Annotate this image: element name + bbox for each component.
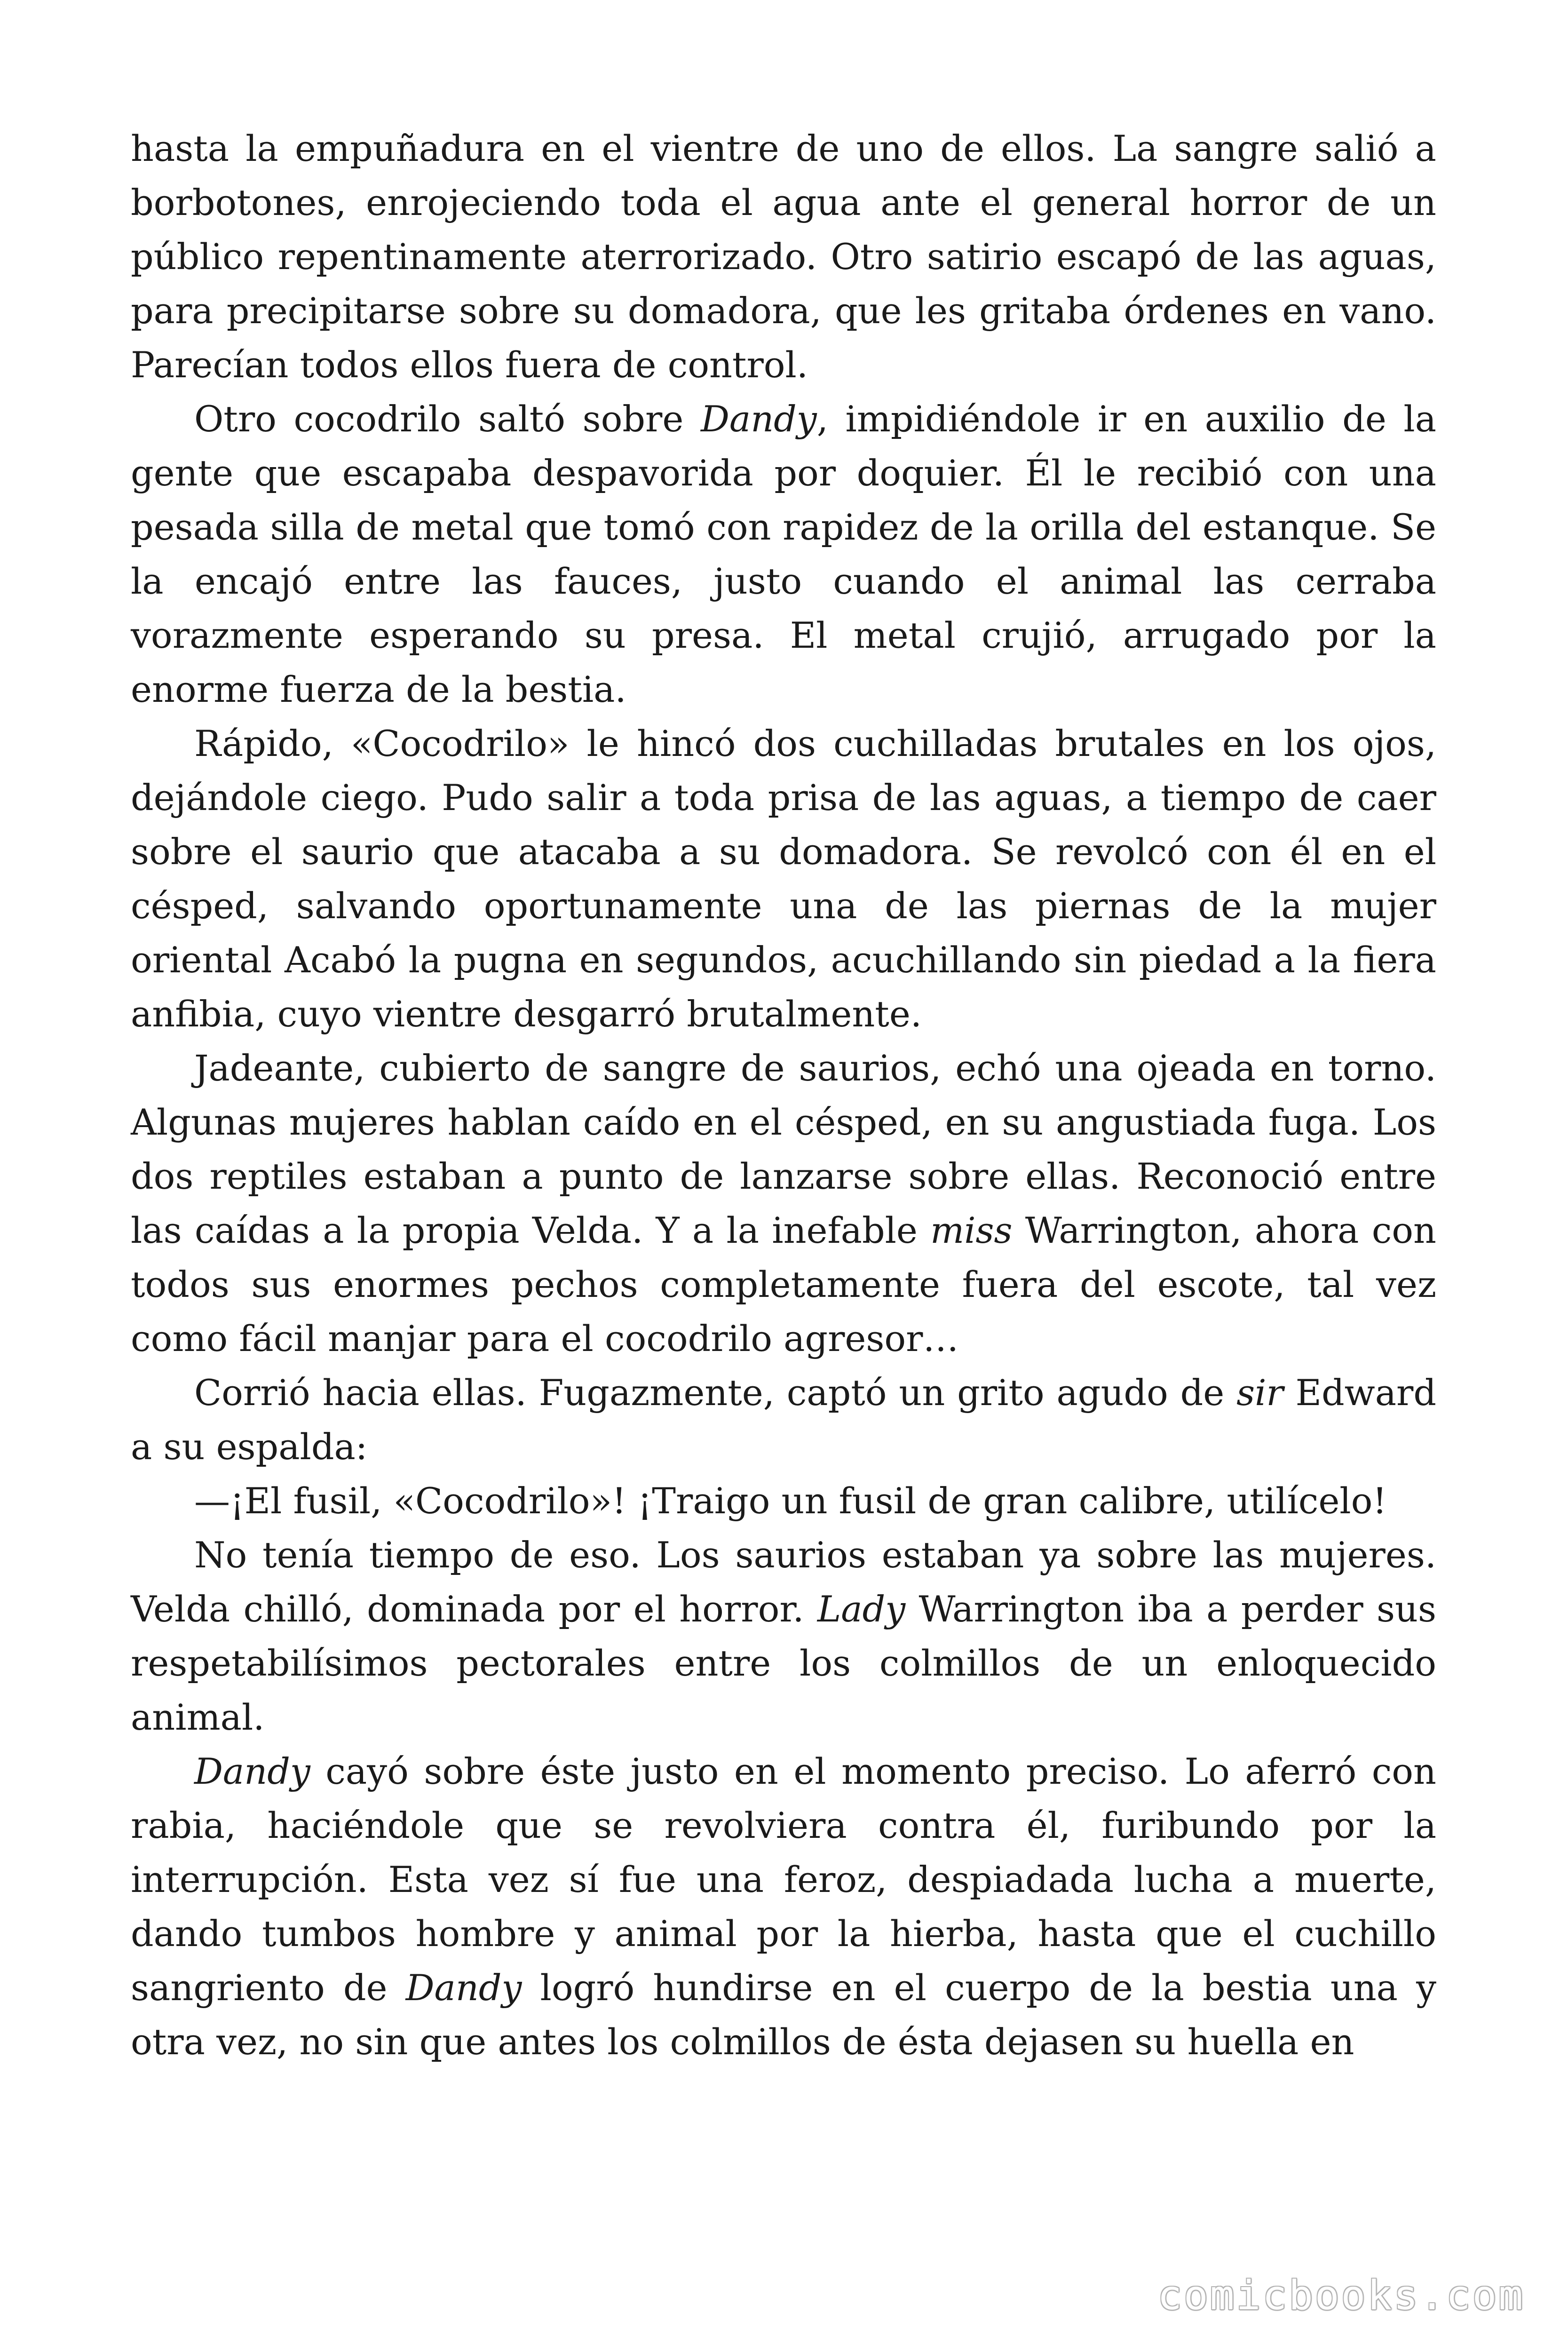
- text-run: Rápido, «Cocodrilo» le hincó dos cuchilladas brutales en los ojos, dejándole ciego. Pudo salir a toda prisa de las aguas, a tiempo de caer sobre el saurio que atacaba a su domadora. Se revolcó con él en el césped, salvando oportunamente una de las piernas de la mujer oriental Acabó la pugna en segundos, acuchillando sin piedad a la fiera anfibia, cuyo vientre desgarró brutalmente.: [131, 723, 1436, 1035]
- paragraph-1: [131, 121, 1436, 392]
- paragraph-5: [131, 1366, 1436, 1474]
- paragraph-2: [131, 392, 1436, 716]
- text-run: Jadeante, cubierto de sangre de saurios, echó una ojeada en torno. Algunas mujeres hablan caído en el césped, en su angustiada fuga. Los dos reptiles estaban a punto de lanzarse sobre ellas. Reconoció entre las caídas a la propia Velda. Y a la inefable: [131, 1047, 1436, 1251]
- italic-text-run: Dandy: [194, 1750, 310, 1792]
- paragraph-6-dialogue: [131, 1474, 1436, 1528]
- text-run: Warrington iba a perder sus respetabilísimos pectorales entre los colmillos de un enloquecido animal.: [131, 1588, 1436, 1738]
- paragraph-3: [131, 716, 1436, 1041]
- text-run: —¡El fusil, «Cocodrilo»! ¡Traigo un fusil de gran calibre, utilícelo!: [194, 1480, 1387, 1522]
- paragraph-4: [131, 1041, 1436, 1366]
- italic-text-run: Dandy: [405, 1967, 522, 2009]
- text-run: Corrió hacia ellas. Fugazmente, captó un grito agudo de: [194, 1372, 1237, 1414]
- text-run: Edward a su espalda:: [131, 1372, 1436, 1468]
- italic-text-run: miss: [930, 1209, 1013, 1251]
- italic-text-run: sir: [1236, 1372, 1283, 1414]
- text-run: No tenía tiempo de eso. Los saurios estaban ya sobre las mujeres. Velda chilló, dominada por el horror.: [131, 1534, 1436, 1630]
- paragraph-7: [131, 1528, 1436, 1744]
- text-run: hasta la empuñadura en el vientre de uno de ellos. La sangre salió a borbotones, enrojeciendo toda el agua ante el general horror de un público repentinamente aterrorizado. Otro satirio escapó de las aguas, para precipitarse sobre su domadora, que les gritaba órdenes en vano. Parecían todos ellos fuera de control.: [131, 127, 1436, 386]
- text-run: Otro cocodrilo saltó sobre: [194, 398, 701, 440]
- italic-text-run: Dandy: [700, 398, 817, 440]
- text-run: logró hundirse en el cuerpo de la bestia una y otra vez, no sin que antes los colmillos de ésta dejasen su huella en: [131, 1967, 1437, 2063]
- text-run: cayó sobre éste justo en el momento preciso. Lo aferró con rabia, haciéndole que se revolviera contra él, furibundo por la interrupción. Esta vez sí fue una feroz, despiadada lucha a muerte, dando tumbos hombre y animal por la hierba, hasta que el cuchillo sangriento de: [131, 1750, 1436, 2009]
- page-body-text: [131, 121, 1436, 2069]
- paragraph-8: [131, 1744, 1436, 2069]
- italic-text-run: Lady: [817, 1588, 906, 1630]
- watermark: comicbooks.com: [1157, 2272, 1525, 2319]
- text-run: Warrington, ahora con todos sus enormes pechos completamente fuera del escote, tal vez como fácil manjar para el cocodrilo agresor…: [131, 1209, 1437, 1359]
- text-run: , impidiéndole ir en auxilio de la gente que escapaba despavorida por doquier. Él le recibió con una pesada silla de metal que tomó con rapidez de la orilla del estanque. Se la encajó entre las fauces, justo cuando el animal las cerraba vorazmente esperando su presa. El metal crujió, arrugado por la enorme fuerza de la bestia.: [131, 398, 1437, 710]
